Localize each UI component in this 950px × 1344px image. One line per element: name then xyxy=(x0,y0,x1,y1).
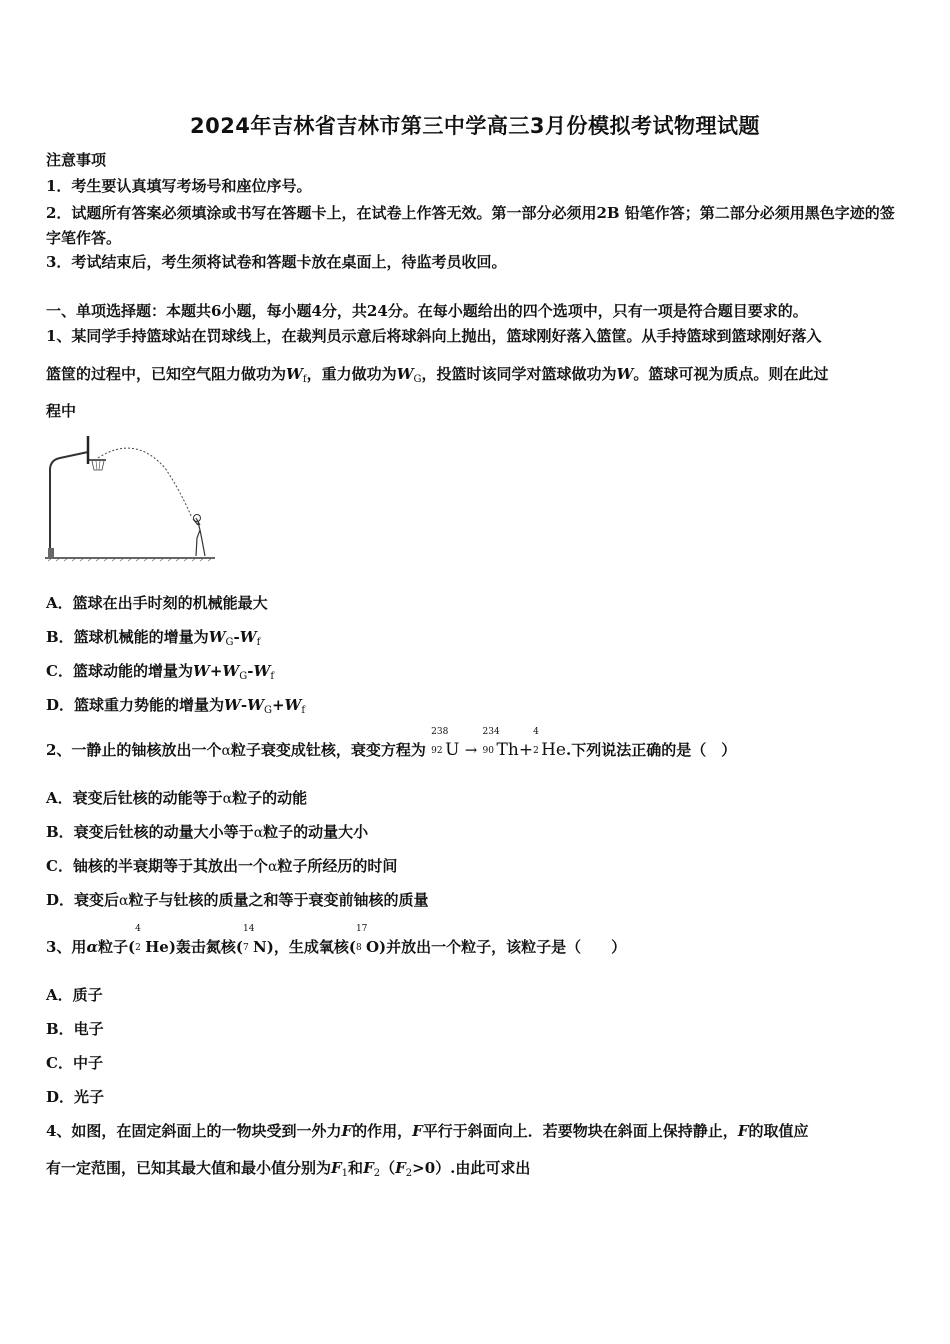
q2-option-d: D．衰变后α粒子与钍核的质量之和等于衰变前铀核的质量 xyxy=(46,891,429,909)
q3-stem: 3、用α粒子( 4 2 He)轰击氮核( 14 7 N)，生成氧核( 17 8 O)并放出一个粒子，该粒子是（ ） xyxy=(46,924,627,956)
thorium-nuclide: 234 90 Th+ xyxy=(482,727,534,760)
notice-heading: 注意事项 xyxy=(46,151,107,169)
notice-item-2: 2．试题所有答案必须填涂或书写在答题卡上，在试卷上作答无效。第一部分必须用2B 铅笔作答；第二部分必须用黑色字迹的签字笔作答。 xyxy=(46,204,895,247)
uranium-nuclide: 238 92 U xyxy=(431,727,460,760)
q1-option-b: B．篮球机械能的增量为$W_G-W_f$ xyxy=(46,628,261,648)
q4-line-1: 4、如图，在固定斜面上的一物块受到一外力F的作用，F平行于斜面向上．若要物块在斜面上保持静止，F的取值应 xyxy=(46,1122,809,1140)
q3-option-b: B．电子 xyxy=(46,1020,104,1038)
notice-item-3: 3．考试结束后，考生须将试卷和答题卡放在桌面上，待监考员收回。 xyxy=(46,253,507,271)
q1-line-1: 1、某同学手持篮球站在罚球线上，在裁判员示意后将球斜向上抛出，篮球刚好落入篮筐。从手持篮球到篮球刚好落入 xyxy=(46,327,822,345)
q1-option-d: D．篮球重力势能的增量为$W-W_G+W_f$ xyxy=(46,696,306,716)
q3-option-c: C．中子 xyxy=(46,1054,103,1072)
notice-item-1: 1．考生要认真填写考场号和座位序号。 xyxy=(46,177,312,195)
helium-nuclide: 4 2 He xyxy=(533,727,566,760)
q4-line-2: 有一定范围，已知其最大值和最小值分别为$F_1$和$F_2(F_2>0)$.由此可求出 xyxy=(46,1159,531,1179)
q2-option-a: A．衰变后钍核的动能等于α粒子的动能 xyxy=(46,789,308,807)
q3-option-a: A．质子 xyxy=(46,986,103,1004)
basketball-figure xyxy=(40,430,220,565)
q2-option-c: C．铀核的半衰期等于其放出一个α粒子所经历的时间 xyxy=(46,857,398,875)
q1-option-c: C．篮球动能的增量为$W+W_G-W_f$ xyxy=(46,662,275,682)
helium-nuclide: 4 2 He xyxy=(135,924,169,956)
q3-option-d: D．光子 xyxy=(46,1088,105,1106)
q2-stem: 2、一静止的铀核放出一个α粒子衰变成钍核，衰变方程为 238 92 U → 234 90 Th+ 4 2 He.下列说法正确的是（ ） xyxy=(46,727,737,760)
page-title: 2024年吉林省吉林市第三中学高三3月份模拟考试物理试题 xyxy=(189,114,761,138)
nitrogen-nuclide: 14 7 N xyxy=(243,924,267,956)
q1-option-a: A．篮球在出手时刻的机械能最大 xyxy=(46,594,268,612)
oxygen-nuclide: 17 8 O xyxy=(355,924,380,956)
q2-option-b: B．衰变后钍核的动量大小等于α粒子的动量大小 xyxy=(46,823,369,841)
q1-line-2: 篮筐的过程中，已知空气阻力做功为$W_f$，重力做功为$W_G$，投篮时该同学对篮球做功为W。篮球可视为质点。则在此过 xyxy=(46,365,829,385)
section-heading: 一、单项选择题：本题共6小题，每小题4分，共24分。在每小题给出的四个选项中，只有一项是符合题目要求的。 xyxy=(46,302,808,320)
q1-line-3: 程中 xyxy=(46,402,77,420)
